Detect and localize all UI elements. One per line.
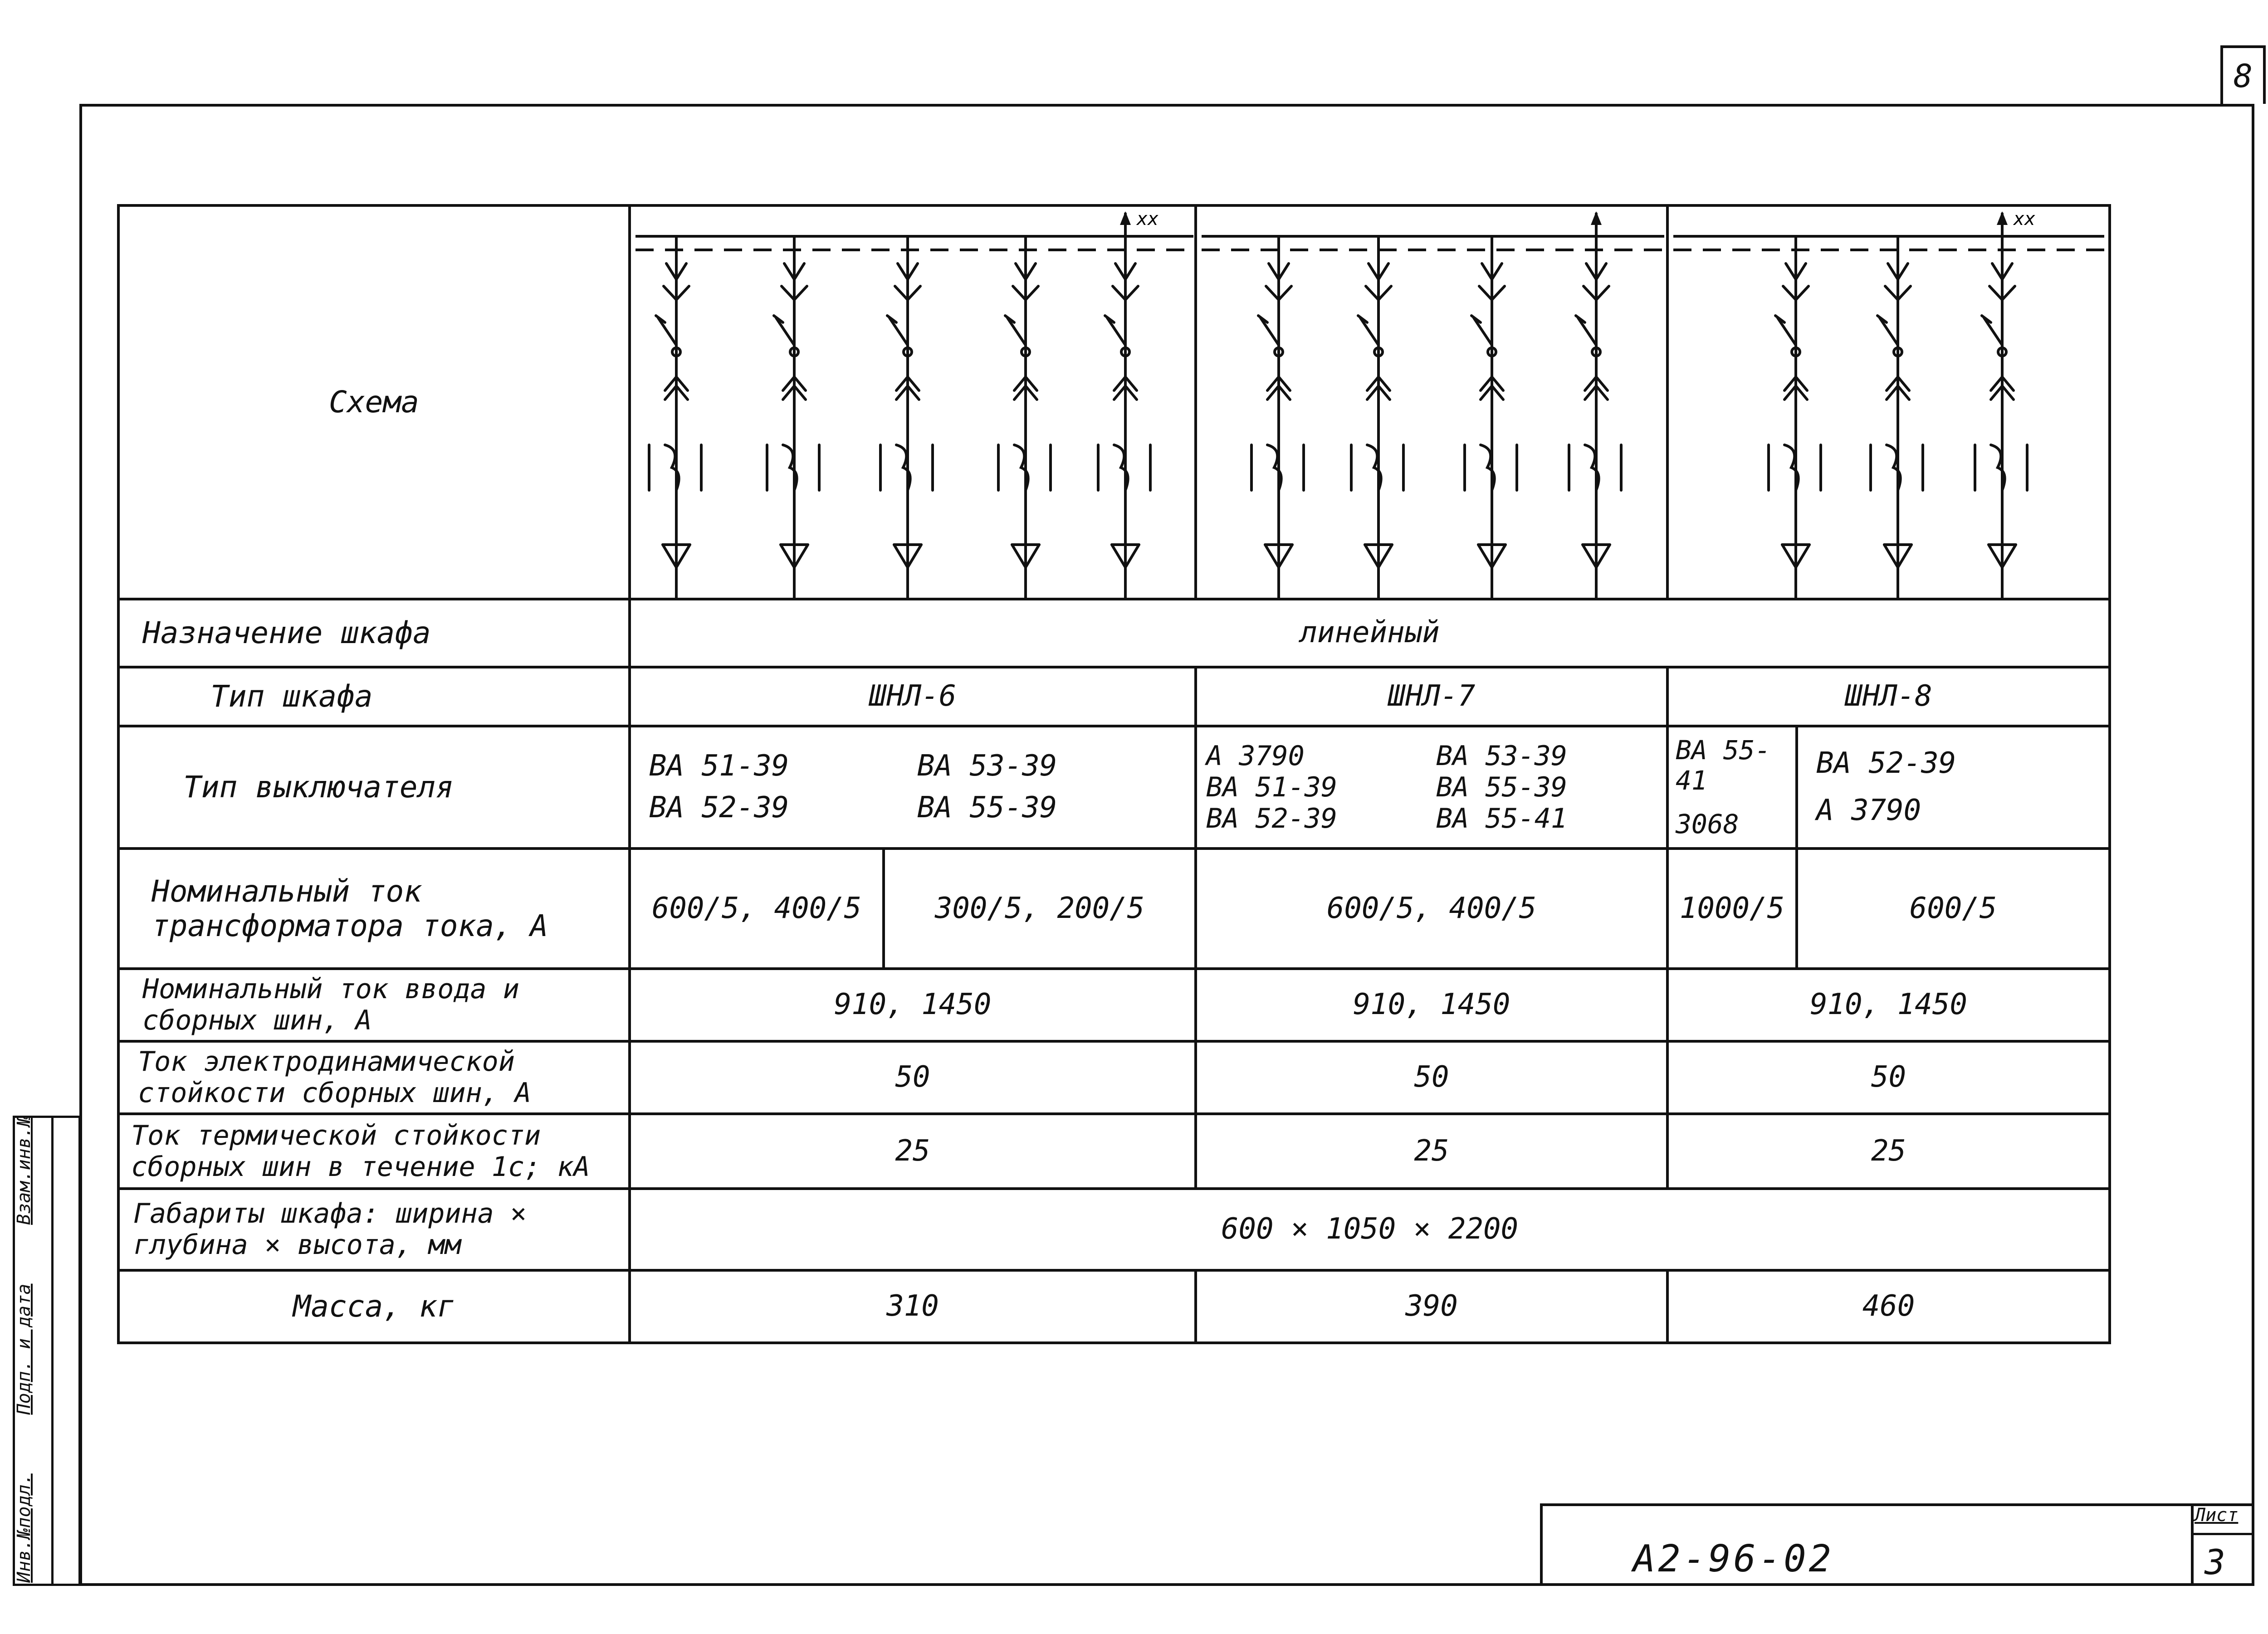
sheet-divider bbox=[2191, 1533, 2254, 1535]
side-strip-labels bbox=[14, 1116, 34, 1583]
breaker-item: А 3790 bbox=[1816, 794, 1921, 827]
ct-value: 600/5, 400/5 bbox=[1196, 849, 1667, 969]
xx-label: xx bbox=[2014, 209, 2036, 229]
ct-value: 600/5 bbox=[1797, 849, 2110, 969]
breaker-item: ВА 52-39 bbox=[1816, 746, 1956, 780]
breaker-item: ВА 52-39 bbox=[649, 791, 789, 824]
breaker-item: ВА 53-39 bbox=[1436, 740, 1567, 772]
breaker-types-shnl6 bbox=[630, 726, 1196, 849]
cabinet-type-shnl7: ШНЛ-7 bbox=[1196, 667, 1667, 726]
ct-value: 1000/5 bbox=[1667, 849, 1797, 969]
breaker-blade bbox=[1474, 318, 1492, 345]
dynamic-value: 50 bbox=[630, 1041, 1196, 1114]
breaker-blade bbox=[1107, 318, 1125, 345]
dynamic-value: 50 bbox=[1196, 1041, 1667, 1114]
breaker-blade bbox=[1778, 318, 1796, 345]
breaker-item: ВА 55-39 bbox=[1436, 771, 1567, 803]
side-label: Подп. и дата bbox=[14, 1283, 34, 1415]
input-current-value: 910, 1450 bbox=[1667, 969, 2110, 1041]
dynamic-value: 50 bbox=[1667, 1041, 2110, 1114]
input-arrow bbox=[1591, 211, 1602, 225]
thermal-value: 25 bbox=[1667, 1114, 2110, 1189]
breaker-item: ВА 53-39 bbox=[917, 749, 1057, 783]
scheme-cell-shnl6 bbox=[630, 205, 1196, 599]
thermal-value: 25 bbox=[630, 1114, 1196, 1189]
breaker-type-label: Тип выключателя bbox=[118, 726, 630, 849]
sheet-value: 3 bbox=[2204, 1542, 2225, 1582]
scheme-cell-shnl8 bbox=[1667, 205, 2110, 599]
scheme-shnl6 bbox=[631, 207, 1197, 598]
breaker-blade bbox=[890, 318, 908, 345]
breaker-types-shnl8b bbox=[1797, 726, 2110, 849]
scheme-cell-shnl7 bbox=[1196, 205, 1667, 599]
breaker-item: 3068 bbox=[1676, 809, 1739, 840]
purpose-value: линейный bbox=[630, 599, 2110, 667]
dimensions-label: Габариты шкафа: ширина × глубина × высота, мм bbox=[118, 1189, 630, 1270]
breaker-blade bbox=[1578, 318, 1596, 345]
side-label: Взам.инв.№ bbox=[14, 1116, 34, 1225]
ct-value: 300/5, 200/5 bbox=[884, 849, 1196, 969]
sheet-label: Лист bbox=[2195, 1505, 2239, 1526]
input-arrow bbox=[1997, 211, 2008, 225]
breaker-blade bbox=[1984, 318, 2002, 345]
breaker-item: ВА 52-39 bbox=[1206, 802, 1337, 834]
breaker-item: ВА 55-39 bbox=[917, 791, 1057, 824]
scheme-shnl7 bbox=[1197, 207, 1669, 598]
mass-value: 460 bbox=[1667, 1270, 2110, 1343]
scheme-label: Схема bbox=[118, 205, 630, 599]
dimensions-value: 600 × 1050 × 2200 bbox=[630, 1189, 2110, 1270]
corner-sheet-number: 8 bbox=[2220, 45, 2266, 104]
breaker-blade bbox=[1007, 318, 1026, 345]
breaker-types-shnl8a bbox=[1667, 726, 1797, 849]
breaker-types-shnl7 bbox=[1196, 726, 1667, 849]
breaker-blade bbox=[658, 318, 676, 345]
breaker-item: А 3790 bbox=[1206, 740, 1305, 772]
breaker-item: ВА 55-41 bbox=[1676, 734, 1771, 796]
side-label: Инв.№подл. bbox=[14, 1473, 34, 1583]
xx-label: xx bbox=[1137, 209, 1159, 229]
thermal-value: 25 bbox=[1196, 1114, 1667, 1189]
scheme-shnl8 bbox=[1669, 207, 2111, 598]
mass-value: 310 bbox=[630, 1270, 1196, 1343]
thermal-stability-label: Ток термической стойкости сборных шин в течение 1с; кА bbox=[118, 1114, 630, 1189]
breaker-item: ВА 51-39 bbox=[1206, 771, 1337, 803]
cabinet-type-label: Тип шкафа bbox=[118, 667, 630, 726]
ct-current-label: Номинальный ток трансформатора тока, А bbox=[118, 849, 630, 969]
input-current-value: 910, 1450 bbox=[1196, 969, 1667, 1041]
input-arrow bbox=[1120, 211, 1131, 225]
purpose-label: Назначение шкафа bbox=[118, 599, 630, 667]
spec-table bbox=[117, 204, 2111, 1344]
cabinet-type-shnl6: ШНЛ-6 bbox=[630, 667, 1196, 726]
breaker-blade bbox=[1360, 318, 1378, 345]
cabinet-type-shnl8: ШНЛ-8 bbox=[1667, 667, 2110, 726]
input-current-value: 910, 1450 bbox=[630, 969, 1196, 1041]
breaker-blade bbox=[1880, 318, 1898, 345]
document-code: А2-96-02 bbox=[1633, 1537, 1834, 1580]
breaker-item: ВА 55-41 bbox=[1436, 802, 1567, 834]
input-current-label: Номинальный ток ввода и сборных шин, А bbox=[118, 969, 630, 1041]
mass-label: Масса, кг bbox=[118, 1270, 630, 1343]
breaker-blade bbox=[1261, 318, 1279, 345]
mass-value: 390 bbox=[1196, 1270, 1667, 1343]
ct-value: 600/5, 400/5 bbox=[630, 849, 884, 969]
dynamic-stability-label: Ток электродинамической стойкости сборных шин, А bbox=[118, 1041, 630, 1114]
breaker-item: ВА 51-39 bbox=[649, 749, 789, 783]
breaker-blade bbox=[776, 318, 794, 345]
